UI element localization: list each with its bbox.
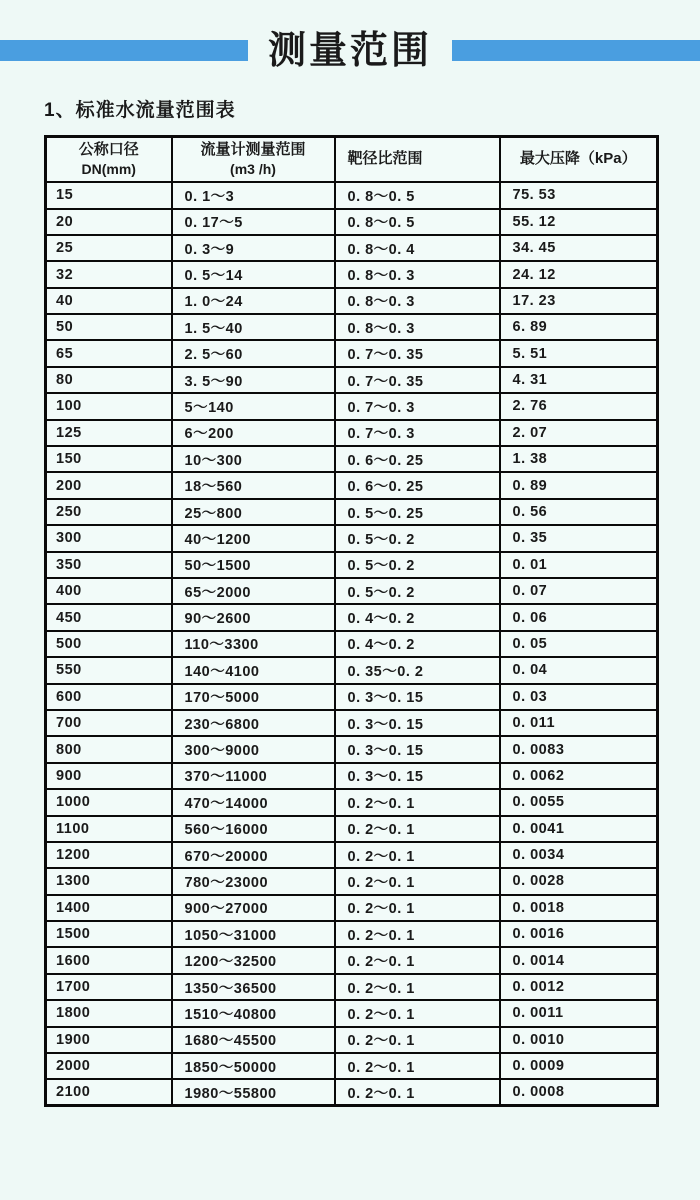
table-cell: 170～5000 bbox=[172, 684, 335, 710]
table-cell: 125 bbox=[46, 420, 172, 446]
table-cell: 1. 38 bbox=[500, 446, 658, 472]
table-cell: 1300 bbox=[46, 868, 172, 894]
title-band bbox=[0, 0, 700, 72]
table-cell: 1680～45500 bbox=[172, 1027, 335, 1053]
table-cell: 65 bbox=[46, 340, 172, 366]
table-cell: 0. 7～0. 35 bbox=[335, 367, 500, 393]
table-cell: 1350～36500 bbox=[172, 974, 335, 1000]
table-cell: 0. 04 bbox=[500, 657, 658, 683]
table-row bbox=[46, 868, 658, 894]
table-cell: 0. 0016 bbox=[500, 921, 658, 947]
table-cell: 1980～55800 bbox=[172, 1079, 335, 1105]
table-row bbox=[46, 525, 658, 551]
table-cell: 0. 0034 bbox=[500, 842, 658, 868]
table-row bbox=[46, 288, 658, 314]
table-cell: 150 bbox=[46, 446, 172, 472]
table-cell: 0. 2～0. 1 bbox=[335, 974, 500, 1000]
table-cell: 5～140 bbox=[172, 393, 335, 419]
table-row bbox=[46, 367, 658, 393]
table-cell: 0. 2～0. 1 bbox=[335, 816, 500, 842]
table-cell: 25～800 bbox=[172, 499, 335, 525]
table-cell: 0. 0014 bbox=[500, 947, 658, 973]
table-cell: 0. 7～0. 3 bbox=[335, 420, 500, 446]
table-cell: 0. 2～0. 1 bbox=[335, 789, 500, 815]
table-cell: 2100 bbox=[46, 1079, 172, 1105]
table-cell: 0. 35～0. 2 bbox=[335, 657, 500, 683]
title-accent-bar-right bbox=[452, 40, 700, 61]
table-cell: 0. 0028 bbox=[500, 868, 658, 894]
table-cell: 4. 31 bbox=[500, 367, 658, 393]
table-cell: 17. 23 bbox=[500, 288, 658, 314]
table-header-row bbox=[46, 137, 658, 183]
table-cell: 1200 bbox=[46, 842, 172, 868]
table-cell: 90～2600 bbox=[172, 604, 335, 630]
section-heading: 1、标准水流量范围表 bbox=[44, 100, 236, 121]
table-cell: 1050～31000 bbox=[172, 921, 335, 947]
table-cell: 0. 2～0. 1 bbox=[335, 921, 500, 947]
table-cell: 40～1200 bbox=[172, 525, 335, 551]
table-cell: 1000 bbox=[46, 789, 172, 815]
table-cell: 0. 6～0. 25 bbox=[335, 446, 500, 472]
table-cell: 350 bbox=[46, 552, 172, 578]
table-cell: 24. 12 bbox=[500, 261, 658, 287]
table-cell: 140～4100 bbox=[172, 657, 335, 683]
table-row bbox=[46, 657, 658, 683]
table-cell: 2000 bbox=[46, 1053, 172, 1079]
table-row bbox=[46, 209, 658, 235]
table-cell: 0. 17～5 bbox=[172, 209, 335, 235]
table-cell: 0. 5～0. 2 bbox=[335, 552, 500, 578]
table-cell: 780～23000 bbox=[172, 868, 335, 894]
table-cell: 0. 0011 bbox=[500, 1000, 658, 1026]
table-cell: 1600 bbox=[46, 947, 172, 973]
table-cell: 0. 3～0. 15 bbox=[335, 736, 500, 762]
table-row bbox=[46, 446, 658, 472]
table-cell: 50～1500 bbox=[172, 552, 335, 578]
table-row bbox=[46, 789, 658, 815]
table-cell: 0. 8～0. 3 bbox=[335, 314, 500, 340]
table-cell: 0. 2～0. 1 bbox=[335, 868, 500, 894]
table-row bbox=[46, 499, 658, 525]
table-cell: 0. 4～0. 2 bbox=[335, 631, 500, 657]
table-cell: 300 bbox=[46, 525, 172, 551]
table-cell: 2. 07 bbox=[500, 420, 658, 446]
table-cell: 230～6800 bbox=[172, 710, 335, 736]
table-row bbox=[46, 1079, 658, 1105]
table-body bbox=[46, 182, 658, 1106]
table-cell: 300～9000 bbox=[172, 736, 335, 762]
table-cell: 0. 4～0. 2 bbox=[335, 604, 500, 630]
table-cell: 1400 bbox=[46, 895, 172, 921]
table-cell: 15 bbox=[46, 182, 172, 208]
table-cell: 0. 35 bbox=[500, 525, 658, 551]
table-cell: 0. 07 bbox=[500, 578, 658, 604]
table-cell: 0. 8～0. 5 bbox=[335, 209, 500, 235]
column-header: 流量计测量范围 (m3 /h) bbox=[172, 137, 335, 183]
table-row bbox=[46, 842, 658, 868]
table-row bbox=[46, 182, 658, 208]
table-cell: 0. 89 bbox=[500, 472, 658, 498]
table-cell: 6. 89 bbox=[500, 314, 658, 340]
table-cell: 0. 2～0. 1 bbox=[335, 1053, 500, 1079]
table-cell: 400 bbox=[46, 578, 172, 604]
table-cell: 0. 01 bbox=[500, 552, 658, 578]
table-cell: 40 bbox=[46, 288, 172, 314]
table-cell: 18～560 bbox=[172, 472, 335, 498]
table-cell: 1700 bbox=[46, 974, 172, 1000]
table-cell: 0. 8～0. 3 bbox=[335, 261, 500, 287]
table-cell: 34. 45 bbox=[500, 235, 658, 261]
table-cell: 560～16000 bbox=[172, 816, 335, 842]
table-cell: 0. 5～14 bbox=[172, 261, 335, 287]
table-row bbox=[46, 763, 658, 789]
table-cell: 0. 0009 bbox=[500, 1053, 658, 1079]
table-row bbox=[46, 340, 658, 366]
table-row bbox=[46, 235, 658, 261]
table-cell: 0. 56 bbox=[500, 499, 658, 525]
table-cell: 0. 2～0. 1 bbox=[335, 842, 500, 868]
column-header: 公称口径 DN(mm) bbox=[46, 137, 172, 183]
table-row bbox=[46, 684, 658, 710]
table-cell: 250 bbox=[46, 499, 172, 525]
table-cell: 0. 2～0. 1 bbox=[335, 1000, 500, 1026]
table-row bbox=[46, 1053, 658, 1079]
table-cell: 0. 0062 bbox=[500, 763, 658, 789]
table-cell: 75. 53 bbox=[500, 182, 658, 208]
table-cell: 0. 3～0. 15 bbox=[335, 684, 500, 710]
table-row bbox=[46, 420, 658, 446]
table-row bbox=[46, 472, 658, 498]
table-cell: 6～200 bbox=[172, 420, 335, 446]
table-cell: 0. 8～0. 4 bbox=[335, 235, 500, 261]
table-cell: 80 bbox=[46, 367, 172, 393]
column-header: 靶径比范围 bbox=[335, 137, 500, 183]
table-row bbox=[46, 816, 658, 842]
table-cell: 0. 2～0. 1 bbox=[335, 947, 500, 973]
table-cell: 0. 0041 bbox=[500, 816, 658, 842]
table-cell: 0. 1～3 bbox=[172, 182, 335, 208]
table-cell: 200 bbox=[46, 472, 172, 498]
table-cell: 0. 5～0. 25 bbox=[335, 499, 500, 525]
table-cell: 2. 5～60 bbox=[172, 340, 335, 366]
table-cell: 1510～40800 bbox=[172, 1000, 335, 1026]
table-row bbox=[46, 1027, 658, 1053]
table-cell: 470～14000 bbox=[172, 789, 335, 815]
table-cell: 50 bbox=[46, 314, 172, 340]
table-cell: 1500 bbox=[46, 921, 172, 947]
table-cell: 500 bbox=[46, 631, 172, 657]
table-cell: 1. 5～40 bbox=[172, 314, 335, 340]
table-cell: 0. 2～0. 1 bbox=[335, 895, 500, 921]
table-cell: 1200～32500 bbox=[172, 947, 335, 973]
table-cell: 370～11000 bbox=[172, 763, 335, 789]
table-cell: 1. 0～24 bbox=[172, 288, 335, 314]
table-cell: 5. 51 bbox=[500, 340, 658, 366]
table-cell: 2. 76 bbox=[500, 393, 658, 419]
table-cell: 0. 5～0. 2 bbox=[335, 578, 500, 604]
table-cell: 100 bbox=[46, 393, 172, 419]
table-cell: 0. 0008 bbox=[500, 1079, 658, 1105]
column-header: 最大压降（kPa） bbox=[500, 137, 658, 183]
table-cell: 0. 03 bbox=[500, 684, 658, 710]
table-cell: 110～3300 bbox=[172, 631, 335, 657]
table-cell: 0. 011 bbox=[500, 710, 658, 736]
table-header bbox=[46, 137, 658, 183]
page-title: 测量范围 bbox=[268, 29, 433, 72]
table-cell: 0. 0018 bbox=[500, 895, 658, 921]
table-cell: 3. 5～90 bbox=[172, 367, 335, 393]
table-cell: 1900 bbox=[46, 1027, 172, 1053]
table-cell: 1800 bbox=[46, 1000, 172, 1026]
table-row bbox=[46, 393, 658, 419]
table-cell: 0. 3～9 bbox=[172, 235, 335, 261]
table-cell: 0. 6～0. 25 bbox=[335, 472, 500, 498]
table-row bbox=[46, 947, 658, 973]
table-cell: 900～27000 bbox=[172, 895, 335, 921]
table-cell: 0. 0055 bbox=[500, 789, 658, 815]
flow-range-table bbox=[44, 135, 659, 1107]
table-row bbox=[46, 314, 658, 340]
table-cell: 0. 0012 bbox=[500, 974, 658, 1000]
table-cell: 900 bbox=[46, 763, 172, 789]
table-cell: 0. 2～0. 1 bbox=[335, 1027, 500, 1053]
table-cell: 550 bbox=[46, 657, 172, 683]
table-cell: 0. 8～0. 3 bbox=[335, 288, 500, 314]
table-cell: 20 bbox=[46, 209, 172, 235]
table-cell: 0. 2～0. 1 bbox=[335, 1079, 500, 1105]
table-cell: 1850～50000 bbox=[172, 1053, 335, 1079]
table-row bbox=[46, 736, 658, 762]
table-row bbox=[46, 974, 658, 1000]
table-row bbox=[46, 552, 658, 578]
table-cell: 0. 0010 bbox=[500, 1027, 658, 1053]
title-accent-bar-left bbox=[0, 40, 248, 61]
table-cell: 10～300 bbox=[172, 446, 335, 472]
table-cell: 670～20000 bbox=[172, 842, 335, 868]
table-cell: 0. 7～0. 3 bbox=[335, 393, 500, 419]
table-cell: 0. 8～0. 5 bbox=[335, 182, 500, 208]
table-cell: 600 bbox=[46, 684, 172, 710]
table-row bbox=[46, 578, 658, 604]
table-cell: 800 bbox=[46, 736, 172, 762]
table-row bbox=[46, 1000, 658, 1026]
table-row bbox=[46, 895, 658, 921]
table-row bbox=[46, 604, 658, 630]
table-cell: 55. 12 bbox=[500, 209, 658, 235]
table-row bbox=[46, 261, 658, 287]
table-cell: 0. 5～0. 2 bbox=[335, 525, 500, 551]
table-row bbox=[46, 631, 658, 657]
table-cell: 450 bbox=[46, 604, 172, 630]
table-cell: 65～2000 bbox=[172, 578, 335, 604]
table-cell: 32 bbox=[46, 261, 172, 287]
table-cell: 25 bbox=[46, 235, 172, 261]
table-cell: 1100 bbox=[46, 816, 172, 842]
table-cell: 0. 05 bbox=[500, 631, 658, 657]
table-cell: 0. 7～0. 35 bbox=[335, 340, 500, 366]
table-cell: 0. 06 bbox=[500, 604, 658, 630]
table-row bbox=[46, 921, 658, 947]
table-cell: 0. 3～0. 15 bbox=[335, 763, 500, 789]
table-cell: 0. 0083 bbox=[500, 736, 658, 762]
table-row bbox=[46, 710, 658, 736]
table-cell: 0. 3～0. 15 bbox=[335, 710, 500, 736]
table-cell: 700 bbox=[46, 710, 172, 736]
